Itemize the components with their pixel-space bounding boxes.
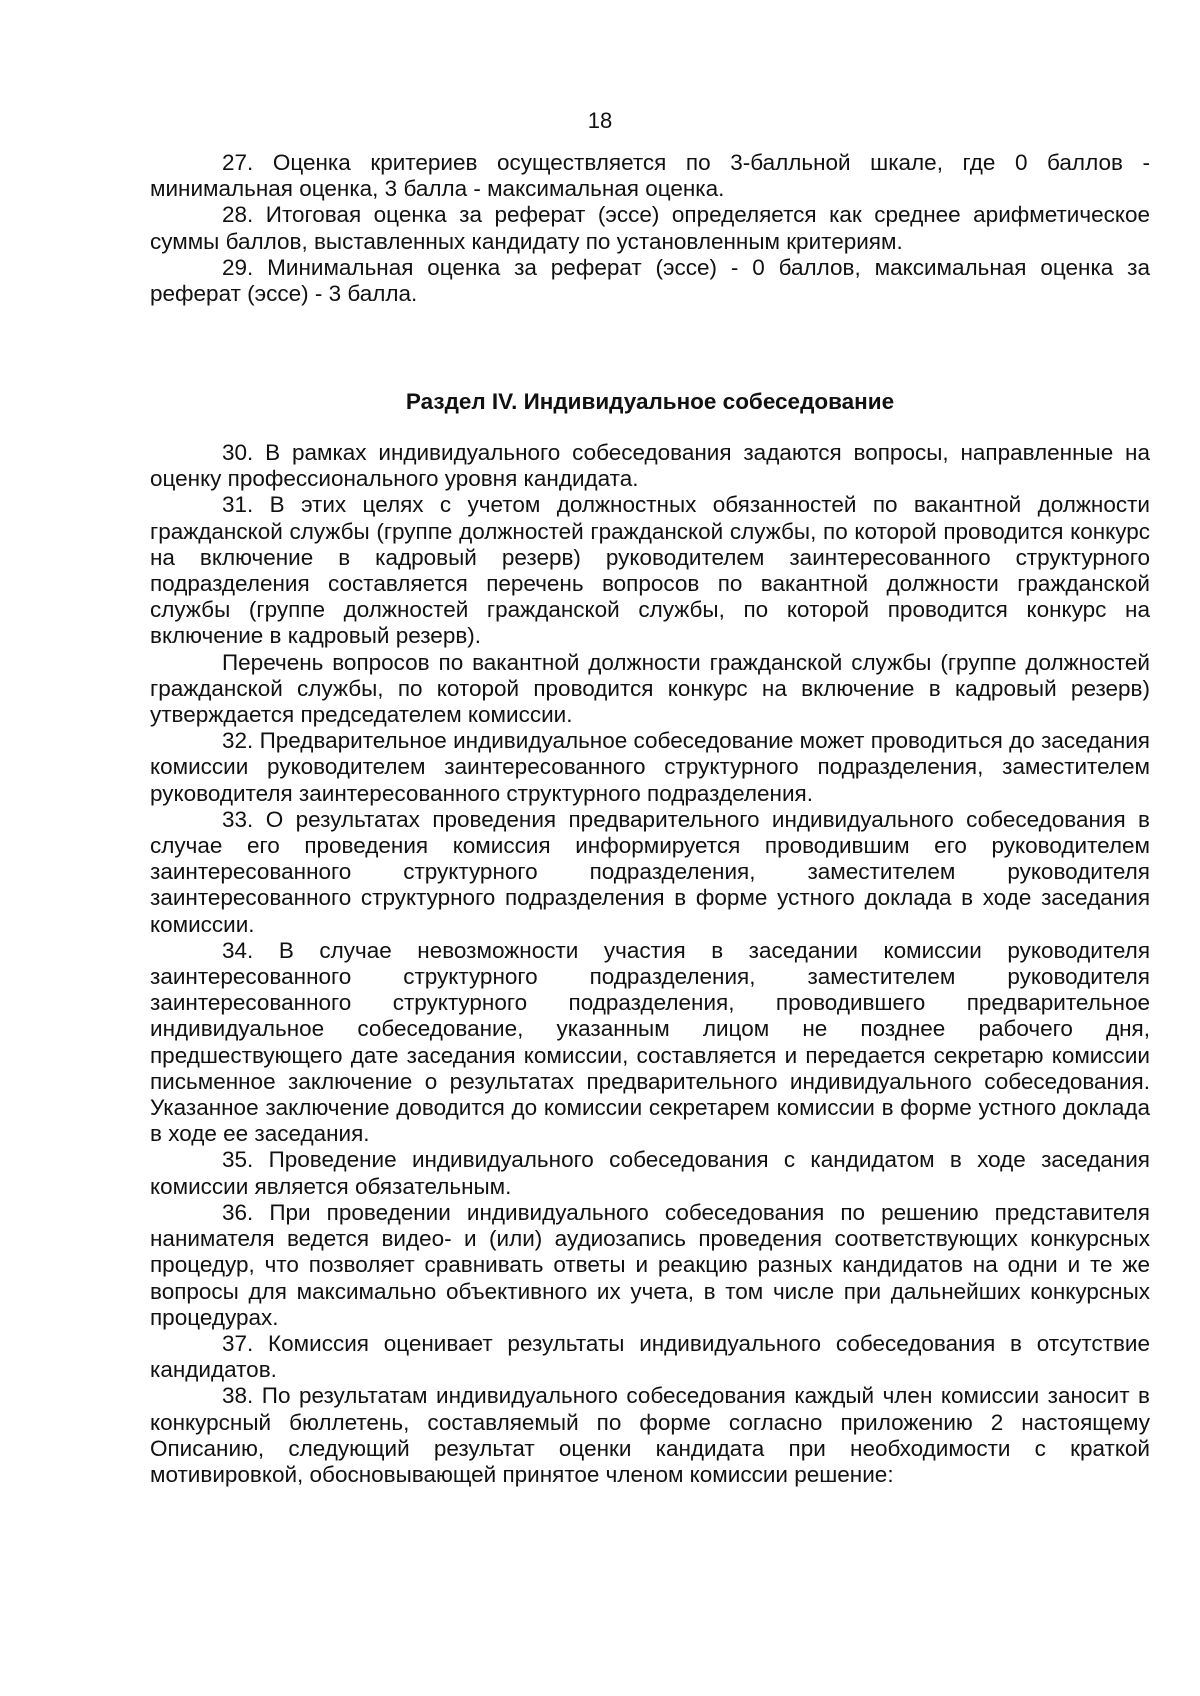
paragraph-31-list: Перечень вопросов по вакантной должности гражданской службы (группе должностей гражданской службы, по которой проводится конкурс на включение в кадровый резерв) утверждается председателем комиссии. [150,649,1150,728]
paragraph-29: 29. Минимальная оценка за реферат (эссе) - 0 баллов, максимальная оценка за реферат (эссе) - 3 балла. [150,254,1150,307]
top-paragraphs [150,150,1150,307]
paragraph-34: 34. В случае невозможности участия в заседании комиссии руководителя заинтересованного структурного подразделения, заместителем руководителя заинтересованного структурного подразделения, проводившего предварительное индивидуальное собеседование, указанным лицом не позднее рабочего дня, предшествующего дате заседания комиссии, составляется и передается секретарю комиссии письменное заключение о результатах предварительного индивидуального собеседования. Указанное заключение доводится до комиссии секретарем комиссии в форме устного доклада в ходе ее заседания. [150,937,1150,1147]
paragraph-30: 30. В рамках индивидуального собеседования задаются вопросы, направленные на оценку профессионального уровня кандидата. [150,440,1150,492]
paragraph-37: 37. Комиссия оценивает результаты индивидуального собеседования в отсутствие кандидатов. [150,1330,1150,1383]
bottom-paragraphs [150,440,1150,1488]
paragraph-33: 33. О результатах проведения предварительного индивидуального собеседования в случае его проведения комиссия информируется проводившим его руководителем заинтересованного структурного подразделения, заместителем руководителя заинтересованного структурного подразделения в форме устного доклада в ходе заседания комиссии. [150,806,1150,937]
paragraph-31: 31. В этих целях с учетом должностных обязанностей по вакантной должности гражданской службы (группе должностей гражданской службы, по которой проводится конкурс на включение в кадровый резерв) руководителем заинтересованного структурного подразделения составляется перечень вопросов по вакантной должности гражданской службы (группе должностей гражданской службы, по которой проводится конкурс на включение в кадровый резерв). [150,492,1150,649]
paragraph-35: 35. Проведение индивидуального собеседования с кандидатом в ходе заседания комиссии является обязательным. [150,1147,1150,1199]
paragraph-27: 27. Оценка критериев осуществляется по 3-балльной шкале, где 0 баллов - минимальная оценка, 3 балла - максимальная оценка. [150,150,1150,202]
paragraph-36: 36. При проведении индивидуального собеседования по решению представителя нанимателя ведется видео- и (или) аудиозапись проведения соответствующих конкурсных процедур, что позволяет сравнивать ответы и реакцию разных кандидатов на одни и те же вопросы для максимально объективного их учета, в том числе при дальнейших конкурсных процедурах. [150,1199,1150,1330]
paragraph-28: 28. Итоговая оценка за реферат (эссе) определяется как среднее арифметическое суммы баллов, выставленных кандидату по установленным критериям. [150,202,1150,254]
page-number: 18 [587,108,613,133]
section-heading: Раздел IV. Индивидуальное собеседование [405,389,895,414]
paragraph-38: 38. По результатам индивидуального собеседования каждый член комиссии заносит в конкурсный бюллетень, составляемый по форме согласно приложению 2 настоящему Описанию, следующий результат оценки кандидата при необходимости с краткой мотивировкой, обосновывающей принятое членом комиссии решение: [150,1383,1150,1487]
paragraph-32: 32. Предварительное индивидуальное собеседование может проводиться до заседания комиссии руководителем заинтересованного структурного подразделения, заместителем руководителя заинтересованного структурного подразделения. [150,728,1150,806]
